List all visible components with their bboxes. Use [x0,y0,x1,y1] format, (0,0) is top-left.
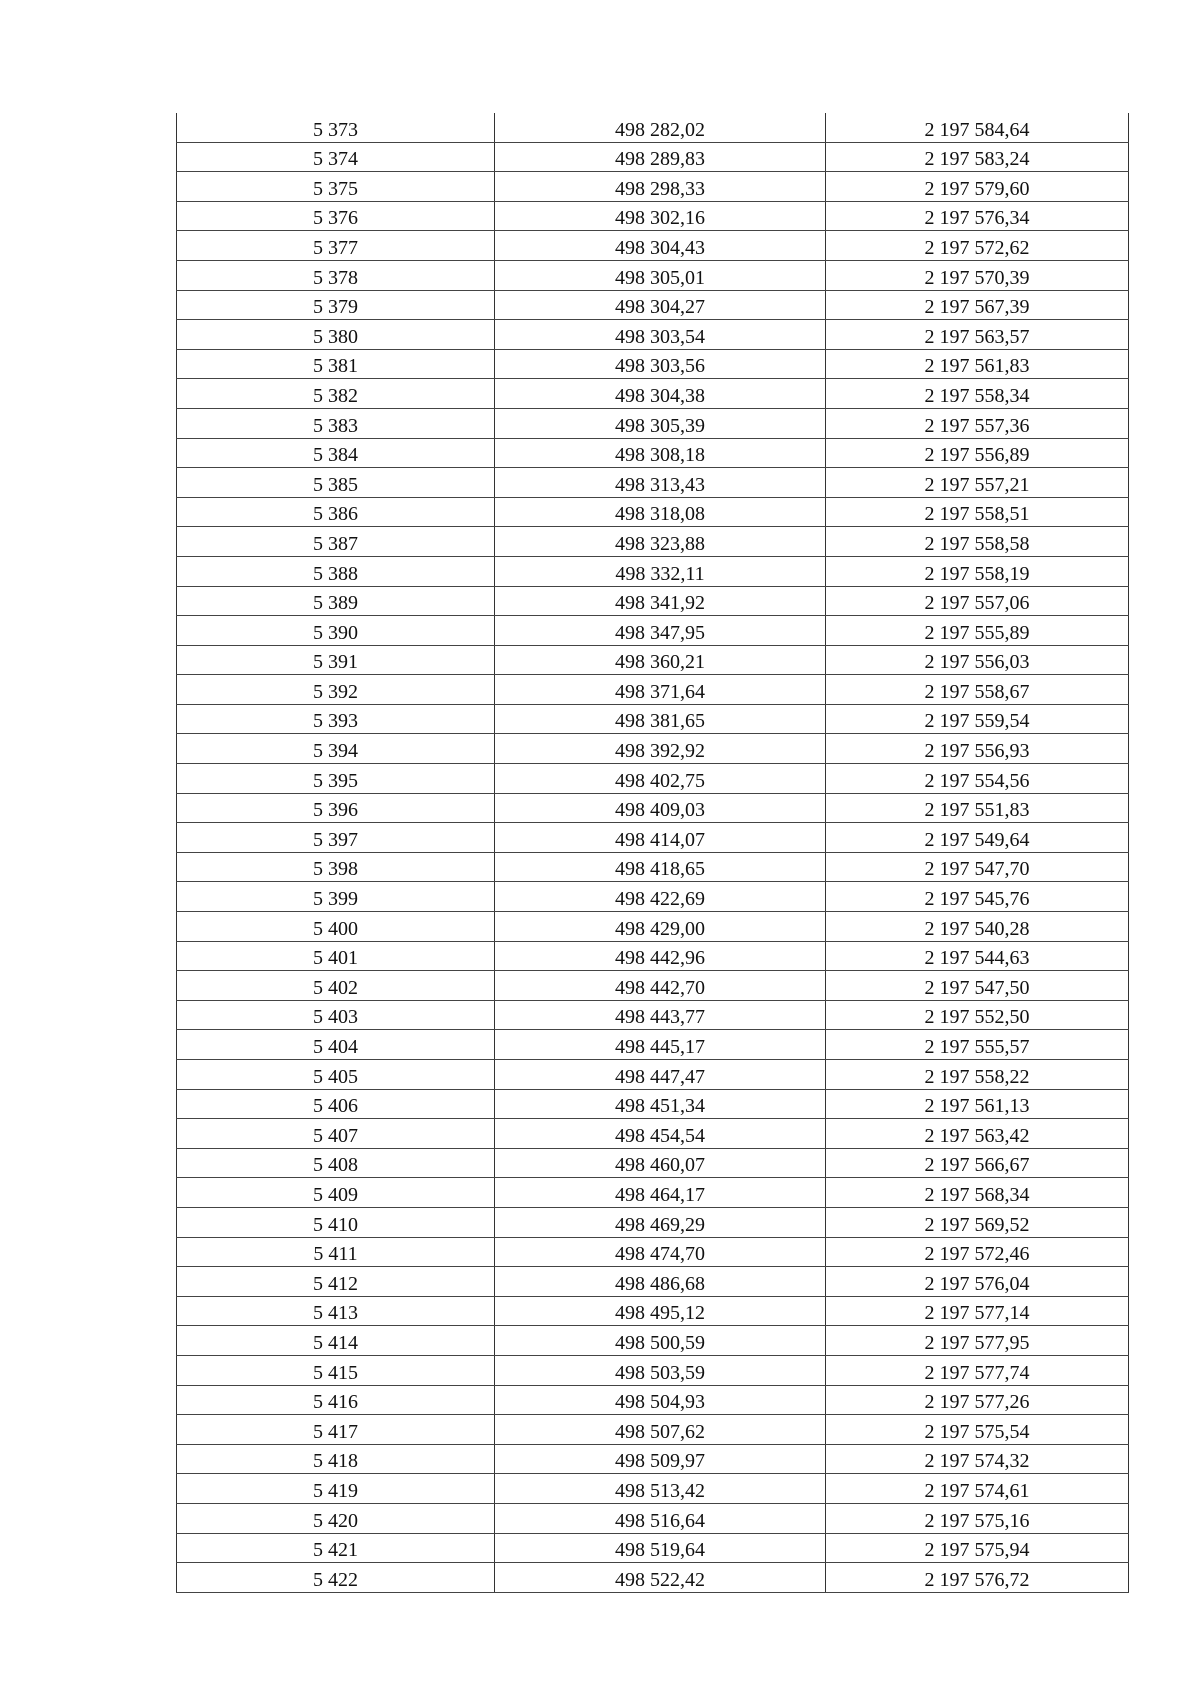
x-coordinate-cell: 498 381,65 [495,704,826,734]
y-coordinate-cell: 2 197 558,67 [826,675,1129,705]
y-coordinate-cell: 2 197 568,34 [826,1178,1129,1208]
point-number-cell: 5 407 [177,1119,495,1149]
x-coordinate-cell: 498 504,93 [495,1385,826,1415]
point-number-cell: 5 404 [177,1030,495,1060]
y-coordinate-cell: 2 197 583,24 [826,142,1129,172]
x-coordinate-cell: 498 429,00 [495,912,826,942]
point-number-cell: 5 390 [177,616,495,646]
y-coordinate-cell: 2 197 579,60 [826,172,1129,202]
table-row [177,172,1129,202]
point-number-cell: 5 416 [177,1385,495,1415]
y-coordinate-cell: 2 197 561,13 [826,1089,1129,1119]
y-coordinate-cell: 2 197 577,14 [826,1296,1129,1326]
x-coordinate-cell: 498 323,88 [495,527,826,557]
x-coordinate-cell: 498 442,96 [495,941,826,971]
table-row [177,320,1129,350]
x-coordinate-cell: 498 332,11 [495,556,826,586]
table-row [177,1474,1129,1504]
y-coordinate-cell: 2 197 547,70 [826,852,1129,882]
y-coordinate-cell: 2 197 563,57 [826,320,1129,350]
y-coordinate-cell: 2 197 557,06 [826,586,1129,616]
point-number-cell: 5 399 [177,882,495,912]
y-coordinate-cell: 2 197 558,58 [826,527,1129,557]
x-coordinate-cell: 498 474,70 [495,1237,826,1267]
y-coordinate-cell: 2 197 567,39 [826,290,1129,320]
y-coordinate-cell: 2 197 547,50 [826,971,1129,1001]
point-number-cell: 5 374 [177,142,495,172]
y-coordinate-cell: 2 197 575,16 [826,1503,1129,1533]
point-number-cell: 5 410 [177,1207,495,1237]
table-row [177,527,1129,557]
x-coordinate-cell: 498 347,95 [495,616,826,646]
table-row [177,260,1129,290]
x-coordinate-cell: 498 305,39 [495,408,826,438]
point-number-cell: 5 420 [177,1503,495,1533]
x-coordinate-cell: 498 304,43 [495,231,826,261]
table-row [177,675,1129,705]
table-row [177,971,1129,1001]
x-coordinate-cell: 498 414,07 [495,823,826,853]
point-number-cell: 5 387 [177,527,495,557]
table-row [177,142,1129,172]
table-row [177,704,1129,734]
y-coordinate-cell: 2 197 574,61 [826,1474,1129,1504]
x-coordinate-cell: 498 519,64 [495,1533,826,1563]
point-number-cell: 5 403 [177,1000,495,1030]
point-number-cell: 5 377 [177,231,495,261]
y-coordinate-cell: 2 197 556,89 [826,438,1129,468]
point-number-cell: 5 405 [177,1060,495,1090]
table-row [177,349,1129,379]
table-row [177,734,1129,764]
point-number-cell: 5 384 [177,438,495,468]
point-number-cell: 5 379 [177,290,495,320]
point-number-cell: 5 395 [177,764,495,794]
y-coordinate-cell: 2 197 569,52 [826,1207,1129,1237]
point-number-cell: 5 376 [177,201,495,231]
x-coordinate-cell: 498 460,07 [495,1148,826,1178]
y-coordinate-cell: 2 197 557,36 [826,408,1129,438]
y-coordinate-cell: 2 197 570,39 [826,260,1129,290]
table-row [177,586,1129,616]
x-coordinate-cell: 498 495,12 [495,1296,826,1326]
y-coordinate-cell: 2 197 576,34 [826,201,1129,231]
table-row [177,1000,1129,1030]
x-coordinate-cell: 498 305,01 [495,260,826,290]
table-row [177,1207,1129,1237]
y-coordinate-cell: 2 197 555,89 [826,616,1129,646]
point-number-cell: 5 414 [177,1326,495,1356]
x-coordinate-cell: 498 298,33 [495,172,826,202]
x-coordinate-cell: 498 464,17 [495,1178,826,1208]
point-number-cell: 5 396 [177,793,495,823]
table-row [177,468,1129,498]
point-number-cell: 5 382 [177,379,495,409]
x-coordinate-cell: 498 418,65 [495,852,826,882]
table-row [177,1030,1129,1060]
point-number-cell: 5 388 [177,556,495,586]
y-coordinate-cell: 2 197 556,93 [826,734,1129,764]
table-row [177,1060,1129,1090]
x-coordinate-cell: 498 451,34 [495,1089,826,1119]
y-coordinate-cell: 2 197 551,83 [826,793,1129,823]
table-row [177,793,1129,823]
y-coordinate-cell: 2 197 559,54 [826,704,1129,734]
x-coordinate-cell: 498 522,42 [495,1563,826,1593]
point-number-cell: 5 419 [177,1474,495,1504]
table-row [177,1503,1129,1533]
point-number-cell: 5 386 [177,497,495,527]
table-row [177,941,1129,971]
y-coordinate-cell: 2 197 545,76 [826,882,1129,912]
table-row [177,1089,1129,1119]
x-coordinate-cell: 498 447,47 [495,1060,826,1090]
point-number-cell: 5 393 [177,704,495,734]
y-coordinate-cell: 2 197 584,64 [826,113,1129,142]
table-row [177,1237,1129,1267]
y-coordinate-cell: 2 197 577,74 [826,1355,1129,1385]
table-row [177,408,1129,438]
point-number-cell: 5 409 [177,1178,495,1208]
y-coordinate-cell: 2 197 566,67 [826,1148,1129,1178]
y-coordinate-cell: 2 197 555,57 [826,1030,1129,1060]
point-number-cell: 5 421 [177,1533,495,1563]
table-row [177,379,1129,409]
table-row [177,1119,1129,1149]
y-coordinate-cell: 2 197 577,26 [826,1385,1129,1415]
y-coordinate-cell: 2 197 572,46 [826,1237,1129,1267]
point-number-cell: 5 380 [177,320,495,350]
table-row [177,438,1129,468]
y-coordinate-cell: 2 197 556,03 [826,645,1129,675]
point-number-cell: 5 398 [177,852,495,882]
x-coordinate-cell: 498 341,92 [495,586,826,616]
y-coordinate-cell: 2 197 563,42 [826,1119,1129,1149]
point-number-cell: 5 418 [177,1444,495,1474]
point-number-cell: 5 381 [177,349,495,379]
y-coordinate-cell: 2 197 544,63 [826,941,1129,971]
x-coordinate-cell: 498 303,54 [495,320,826,350]
table-row [177,1355,1129,1385]
table-row [177,1385,1129,1415]
x-coordinate-cell: 498 454,54 [495,1119,826,1149]
x-coordinate-cell: 498 445,17 [495,1030,826,1060]
x-coordinate-cell: 498 469,29 [495,1207,826,1237]
table-row [177,290,1129,320]
x-coordinate-cell: 498 282,02 [495,113,826,142]
point-number-cell: 5 406 [177,1089,495,1119]
x-coordinate-cell: 498 302,16 [495,201,826,231]
table-row [177,497,1129,527]
y-coordinate-cell: 2 197 540,28 [826,912,1129,942]
point-number-cell: 5 401 [177,941,495,971]
x-coordinate-cell: 498 500,59 [495,1326,826,1356]
x-coordinate-cell: 498 516,64 [495,1503,826,1533]
x-coordinate-cell: 498 442,70 [495,971,826,1001]
point-number-cell: 5 375 [177,172,495,202]
y-coordinate-cell: 2 197 576,04 [826,1267,1129,1297]
x-coordinate-cell: 498 507,62 [495,1415,826,1445]
x-coordinate-cell: 498 509,97 [495,1444,826,1474]
x-coordinate-cell: 498 303,56 [495,349,826,379]
point-number-cell: 5 417 [177,1415,495,1445]
coordinates-table-body [177,113,1129,1592]
x-coordinate-cell: 498 304,38 [495,379,826,409]
y-coordinate-cell: 2 197 574,32 [826,1444,1129,1474]
y-coordinate-cell: 2 197 558,51 [826,497,1129,527]
x-coordinate-cell: 498 402,75 [495,764,826,794]
x-coordinate-cell: 498 289,83 [495,142,826,172]
point-number-cell: 5 411 [177,1237,495,1267]
y-coordinate-cell: 2 197 575,54 [826,1415,1129,1445]
table-row [177,1178,1129,1208]
coordinates-table [176,113,1129,1593]
table-row [177,1296,1129,1326]
x-coordinate-cell: 498 513,42 [495,1474,826,1504]
point-number-cell: 5 415 [177,1355,495,1385]
table-row [177,1267,1129,1297]
point-number-cell: 5 389 [177,586,495,616]
table-row [177,556,1129,586]
table-row [177,1444,1129,1474]
y-coordinate-cell: 2 197 575,94 [826,1533,1129,1563]
y-coordinate-cell: 2 197 576,72 [826,1563,1129,1593]
x-coordinate-cell: 498 503,59 [495,1355,826,1385]
table-row [177,201,1129,231]
x-coordinate-cell: 498 422,69 [495,882,826,912]
table-row [177,1415,1129,1445]
point-number-cell: 5 373 [177,113,495,142]
table-row [177,616,1129,646]
point-number-cell: 5 402 [177,971,495,1001]
y-coordinate-cell: 2 197 558,34 [826,379,1129,409]
point-number-cell: 5 400 [177,912,495,942]
point-number-cell: 5 392 [177,675,495,705]
table-row [177,1533,1129,1563]
y-coordinate-cell: 2 197 577,95 [826,1326,1129,1356]
y-coordinate-cell: 2 197 558,22 [826,1060,1129,1090]
y-coordinate-cell: 2 197 552,50 [826,1000,1129,1030]
y-coordinate-cell: 2 197 557,21 [826,468,1129,498]
point-number-cell: 5 378 [177,260,495,290]
table-row [177,882,1129,912]
point-number-cell: 5 385 [177,468,495,498]
point-number-cell: 5 391 [177,645,495,675]
point-number-cell: 5 412 [177,1267,495,1297]
x-coordinate-cell: 498 443,77 [495,1000,826,1030]
table-row [177,912,1129,942]
x-coordinate-cell: 498 318,08 [495,497,826,527]
x-coordinate-cell: 498 360,21 [495,645,826,675]
x-coordinate-cell: 498 308,18 [495,438,826,468]
table-row [177,1148,1129,1178]
y-coordinate-cell: 2 197 561,83 [826,349,1129,379]
table-row [177,645,1129,675]
y-coordinate-cell: 2 197 572,62 [826,231,1129,261]
table-row [177,823,1129,853]
table-row [177,852,1129,882]
point-number-cell: 5 422 [177,1563,495,1593]
point-number-cell: 5 408 [177,1148,495,1178]
x-coordinate-cell: 498 371,64 [495,675,826,705]
table-row [177,764,1129,794]
table-row [177,1563,1129,1593]
x-coordinate-cell: 498 304,27 [495,290,826,320]
table-row [177,231,1129,261]
y-coordinate-cell: 2 197 549,64 [826,823,1129,853]
x-coordinate-cell: 498 313,43 [495,468,826,498]
point-number-cell: 5 413 [177,1296,495,1326]
point-number-cell: 5 397 [177,823,495,853]
table-row [177,113,1129,142]
x-coordinate-cell: 498 409,03 [495,793,826,823]
y-coordinate-cell: 2 197 558,19 [826,556,1129,586]
point-number-cell: 5 383 [177,408,495,438]
x-coordinate-cell: 498 486,68 [495,1267,826,1297]
table-row [177,1326,1129,1356]
y-coordinate-cell: 2 197 554,56 [826,764,1129,794]
point-number-cell: 5 394 [177,734,495,764]
x-coordinate-cell: 498 392,92 [495,734,826,764]
